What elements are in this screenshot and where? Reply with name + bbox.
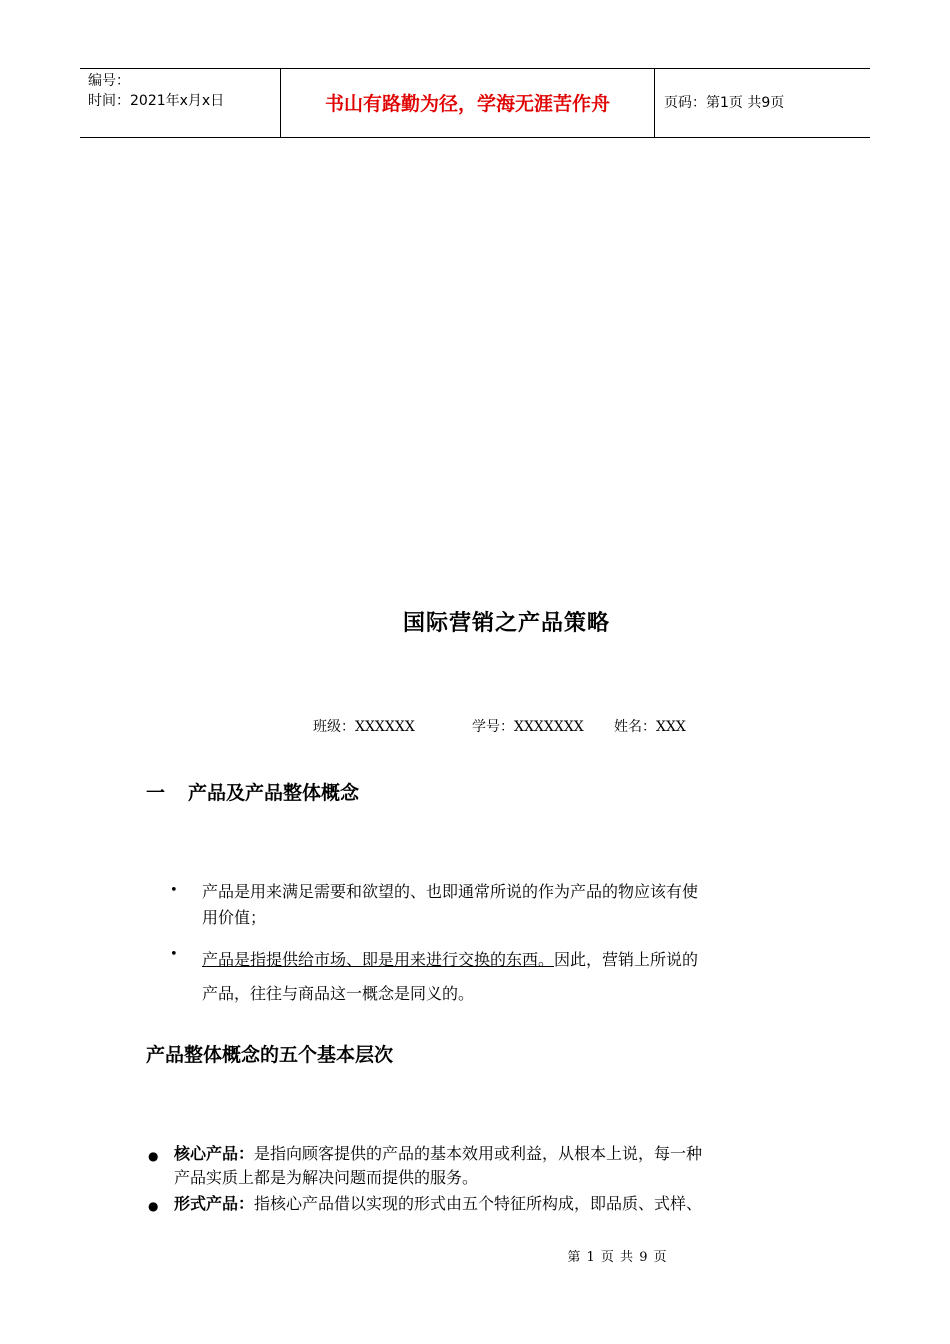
code-label: 编号： (88, 73, 130, 89)
section-heading: 产品整体概念的五个基本层次 (146, 1044, 394, 1066)
list-item-text: 产品，往往与商品这一概念是同义的。 (202, 984, 475, 1003)
list-item-text: 是指向顾客提供的产品的基本效用或利益，从根本上说，每一种 (254, 1144, 703, 1163)
list-item-text: 用价值； (202, 908, 267, 927)
bullet-icon: • (170, 947, 178, 962)
bullet-icon: ● (148, 1149, 159, 1163)
name-label: 姓名：XXX (614, 719, 686, 735)
document-header (80, 68, 870, 138)
list-item-text: 因此，营销上所说的 (554, 950, 699, 969)
document-title: 国际营销之产品策略 (402, 610, 610, 636)
list-item (174, 1192, 806, 1216)
list-item-text: 指核心产品借以实现的形式由五个特征所构成，即品质、式样、 (254, 1194, 703, 1213)
list-item-text: 产品实质上都是为解决问题而提供的服务。 (174, 1168, 479, 1187)
list-item-text: 产品是用来满足需要和欲望的、也即通常所说的作为产品的物应该有使 (202, 882, 699, 901)
bullet-icon: ● (148, 1199, 159, 1213)
term-label: 核心产品： (174, 1144, 255, 1163)
header-divider (654, 69, 655, 137)
list-item (202, 943, 814, 1011)
header-meta (88, 71, 278, 111)
bullet-icon: • (170, 883, 178, 898)
list-item-text (174, 1142, 806, 1166)
list-item (174, 1142, 806, 1190)
section-number: 一 (146, 782, 166, 804)
header-page-label: 页码：第1页 共9页 (664, 95, 785, 111)
list-item-text (174, 1192, 806, 1216)
underlined-text: 产品是指提供给市场、即是用来进行交换的东西。 (202, 950, 555, 969)
page-footer: 第 1 页 共 9 页 (567, 1250, 668, 1265)
time-label: 时间：2021年x月x日 (88, 93, 225, 109)
header-motto: 书山有路勤为径，学海无涯苦作舟 (324, 93, 610, 115)
class-label: 班级：XXXXXX (313, 719, 415, 735)
term-label: 形式产品： (174, 1194, 255, 1213)
section-heading (146, 779, 359, 807)
list-item (202, 879, 814, 931)
student-id-label: 学号：XXXXXXX (472, 719, 584, 735)
section-title: 产品及产品整体概念 (188, 782, 360, 804)
list-item-text (202, 943, 814, 977)
